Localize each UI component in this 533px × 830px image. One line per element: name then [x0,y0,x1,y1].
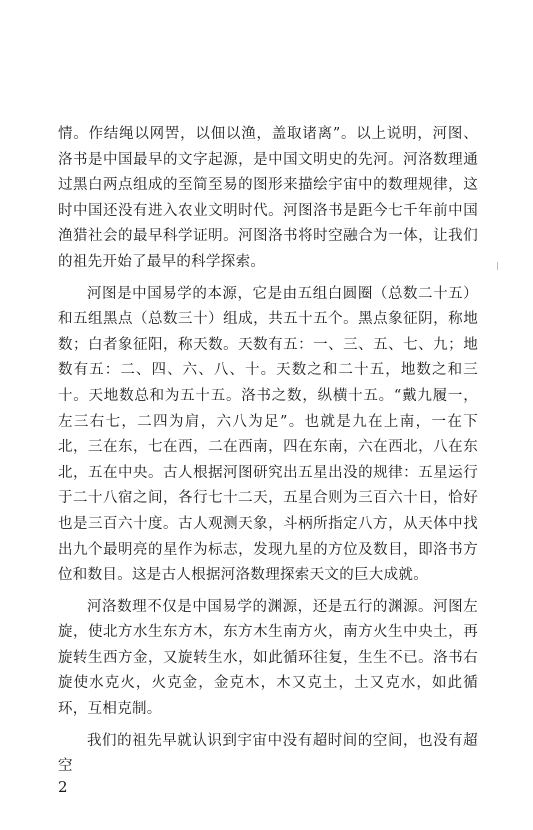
body-text [58,122,478,780]
paragraph-1: 情。作结绳以网罟，以佃以渔，盖取诸离”。以上说明，河图、洛书是中国最早的文字起源，是中国文明史的先河。河洛数理通过黑白两点组成的至简至易的图形来描绘宇宙中的数理规律，这时中国还没有进入农业文明时代。河图洛书是距今七千年前中国渔猎社会的最早科学证明。河图洛书将时空融合为一体，让我们的祖先开始了最早的科学探索。 [58,126,478,270]
paragraph-2: 河图是中国易学的本源，它是由五组白圆圈（总数二十五）和五组黑点（总数三十）组成，共五十五个。黑点象征阴，称地数；白者象征阳，称天数。天数有五：一、三、五、七、九；地数有五：二、四、六、八、十。天数之和二十五，地数之和三十。天地数总和为五十五。洛书之数，纵横十五。“戴九履一，左三右七，二四为肩，六八为足”。也就是九在上南，一在下北，三在东，七在西，二在西南，四在东南，六在西北，八在东北，五在中央。古人根据河图研究出五星出没的规律：五星运行于二十八宿之间，各行七十二天，五星合则为三百六十日，恰好也是三百六十度。古人观测天象，斗柄所指定八方，从天体中找出九个最明亮的星作为标志，发现九星的方位及数目，即洛书方位和数目。这是古人根据河洛数理探索天文的巨大成就。 [58,285,478,584]
margin-mark [497,262,498,270]
paragraph-4: 我们的祖先早就认识到宇宙中没有超时间的空间，也没有超空 [58,732,478,775]
paragraph-3: 河洛数理不仅是中国易学的渊源，还是五行的渊源。河图左旋，使北方水生东方木，东方木生南方火，南方火生中央土，再旋转生西方金，又旋转生水，如此循环往复，生生不已。洛书右旋使水克火，火克金，金克木，木又克土，土又克水，如此循环，互相克制。 [58,598,478,718]
page-number: 2 [58,778,68,796]
